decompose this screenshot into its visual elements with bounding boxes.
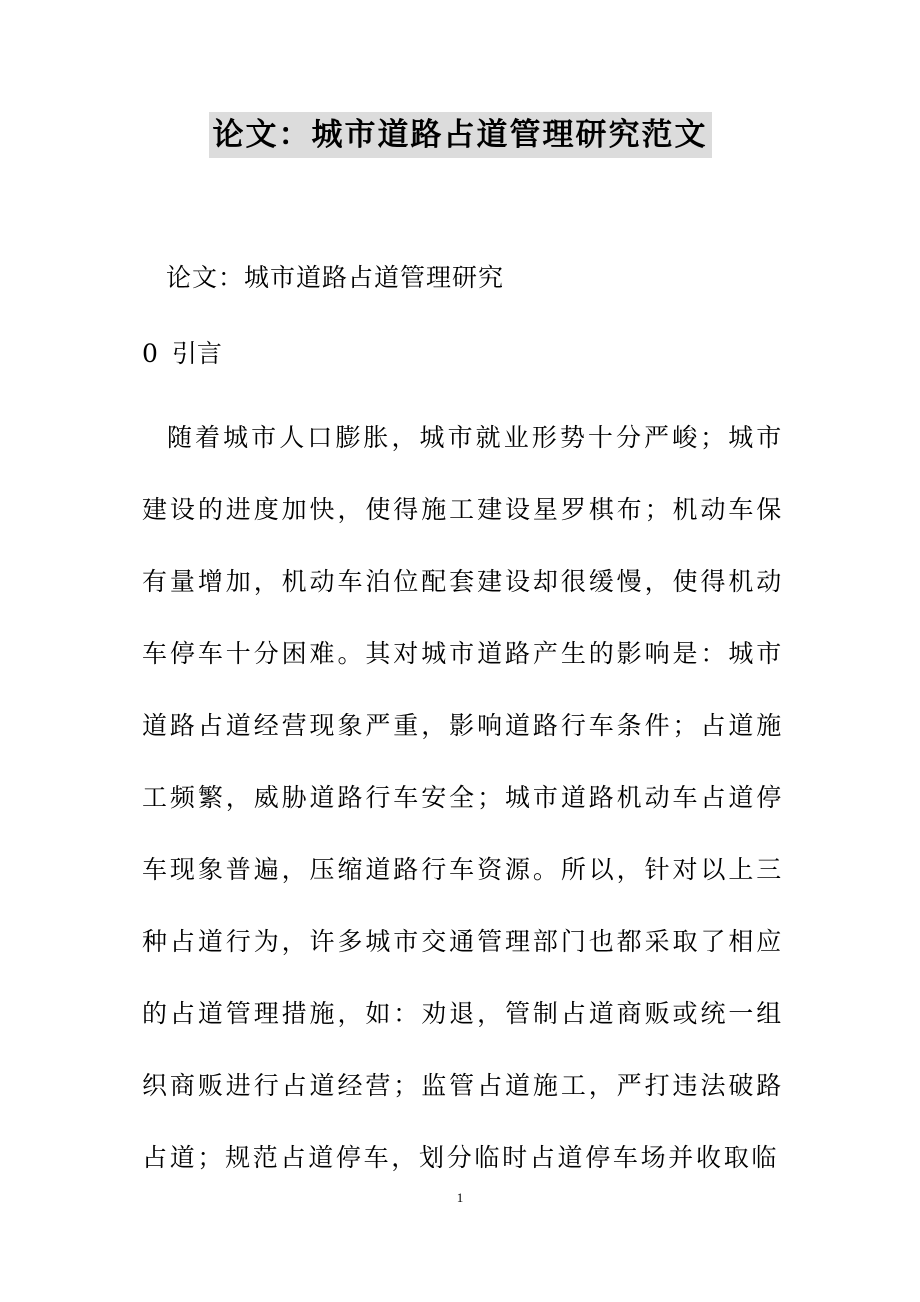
section-number: 0	[142, 339, 158, 368]
document-subtitle: 论文：城市道路占道管理研究	[166, 263, 505, 292]
document-title: 论文：城市道路占道管理研究范文	[209, 112, 712, 158]
section-heading	[142, 334, 222, 374]
section-heading-text: 引言	[171, 339, 222, 368]
title-container	[0, 112, 920, 158]
body-paragraph: 随着城市人口膨胀，城市就业形势十分严峻；城市建设的进度加快，使得施工建设星罗棋布；机动车保有量增加，机动车泊位配套建设却很缓慢，使得机动车停车十分困难。其对城市道路产生的影响是：城市道路占道经营现象严重，影响道路行车条件；占道施工频繁，威胁道路行车安全；城市道路机动车占道停车现象普遍，压缩道路行车资源。所以，针对以上三种占道行为，许多城市交通管理部门也都采取了相应的占道管理措施，如：劝退，管制占道商贩或统一组织商贩进行占道经营；监管占道施工，严打违法破路占道；规范占道停车，划分临时占道停车场并收取临	[142, 423, 784, 1172]
page-number: 1	[456, 1190, 464, 1205]
